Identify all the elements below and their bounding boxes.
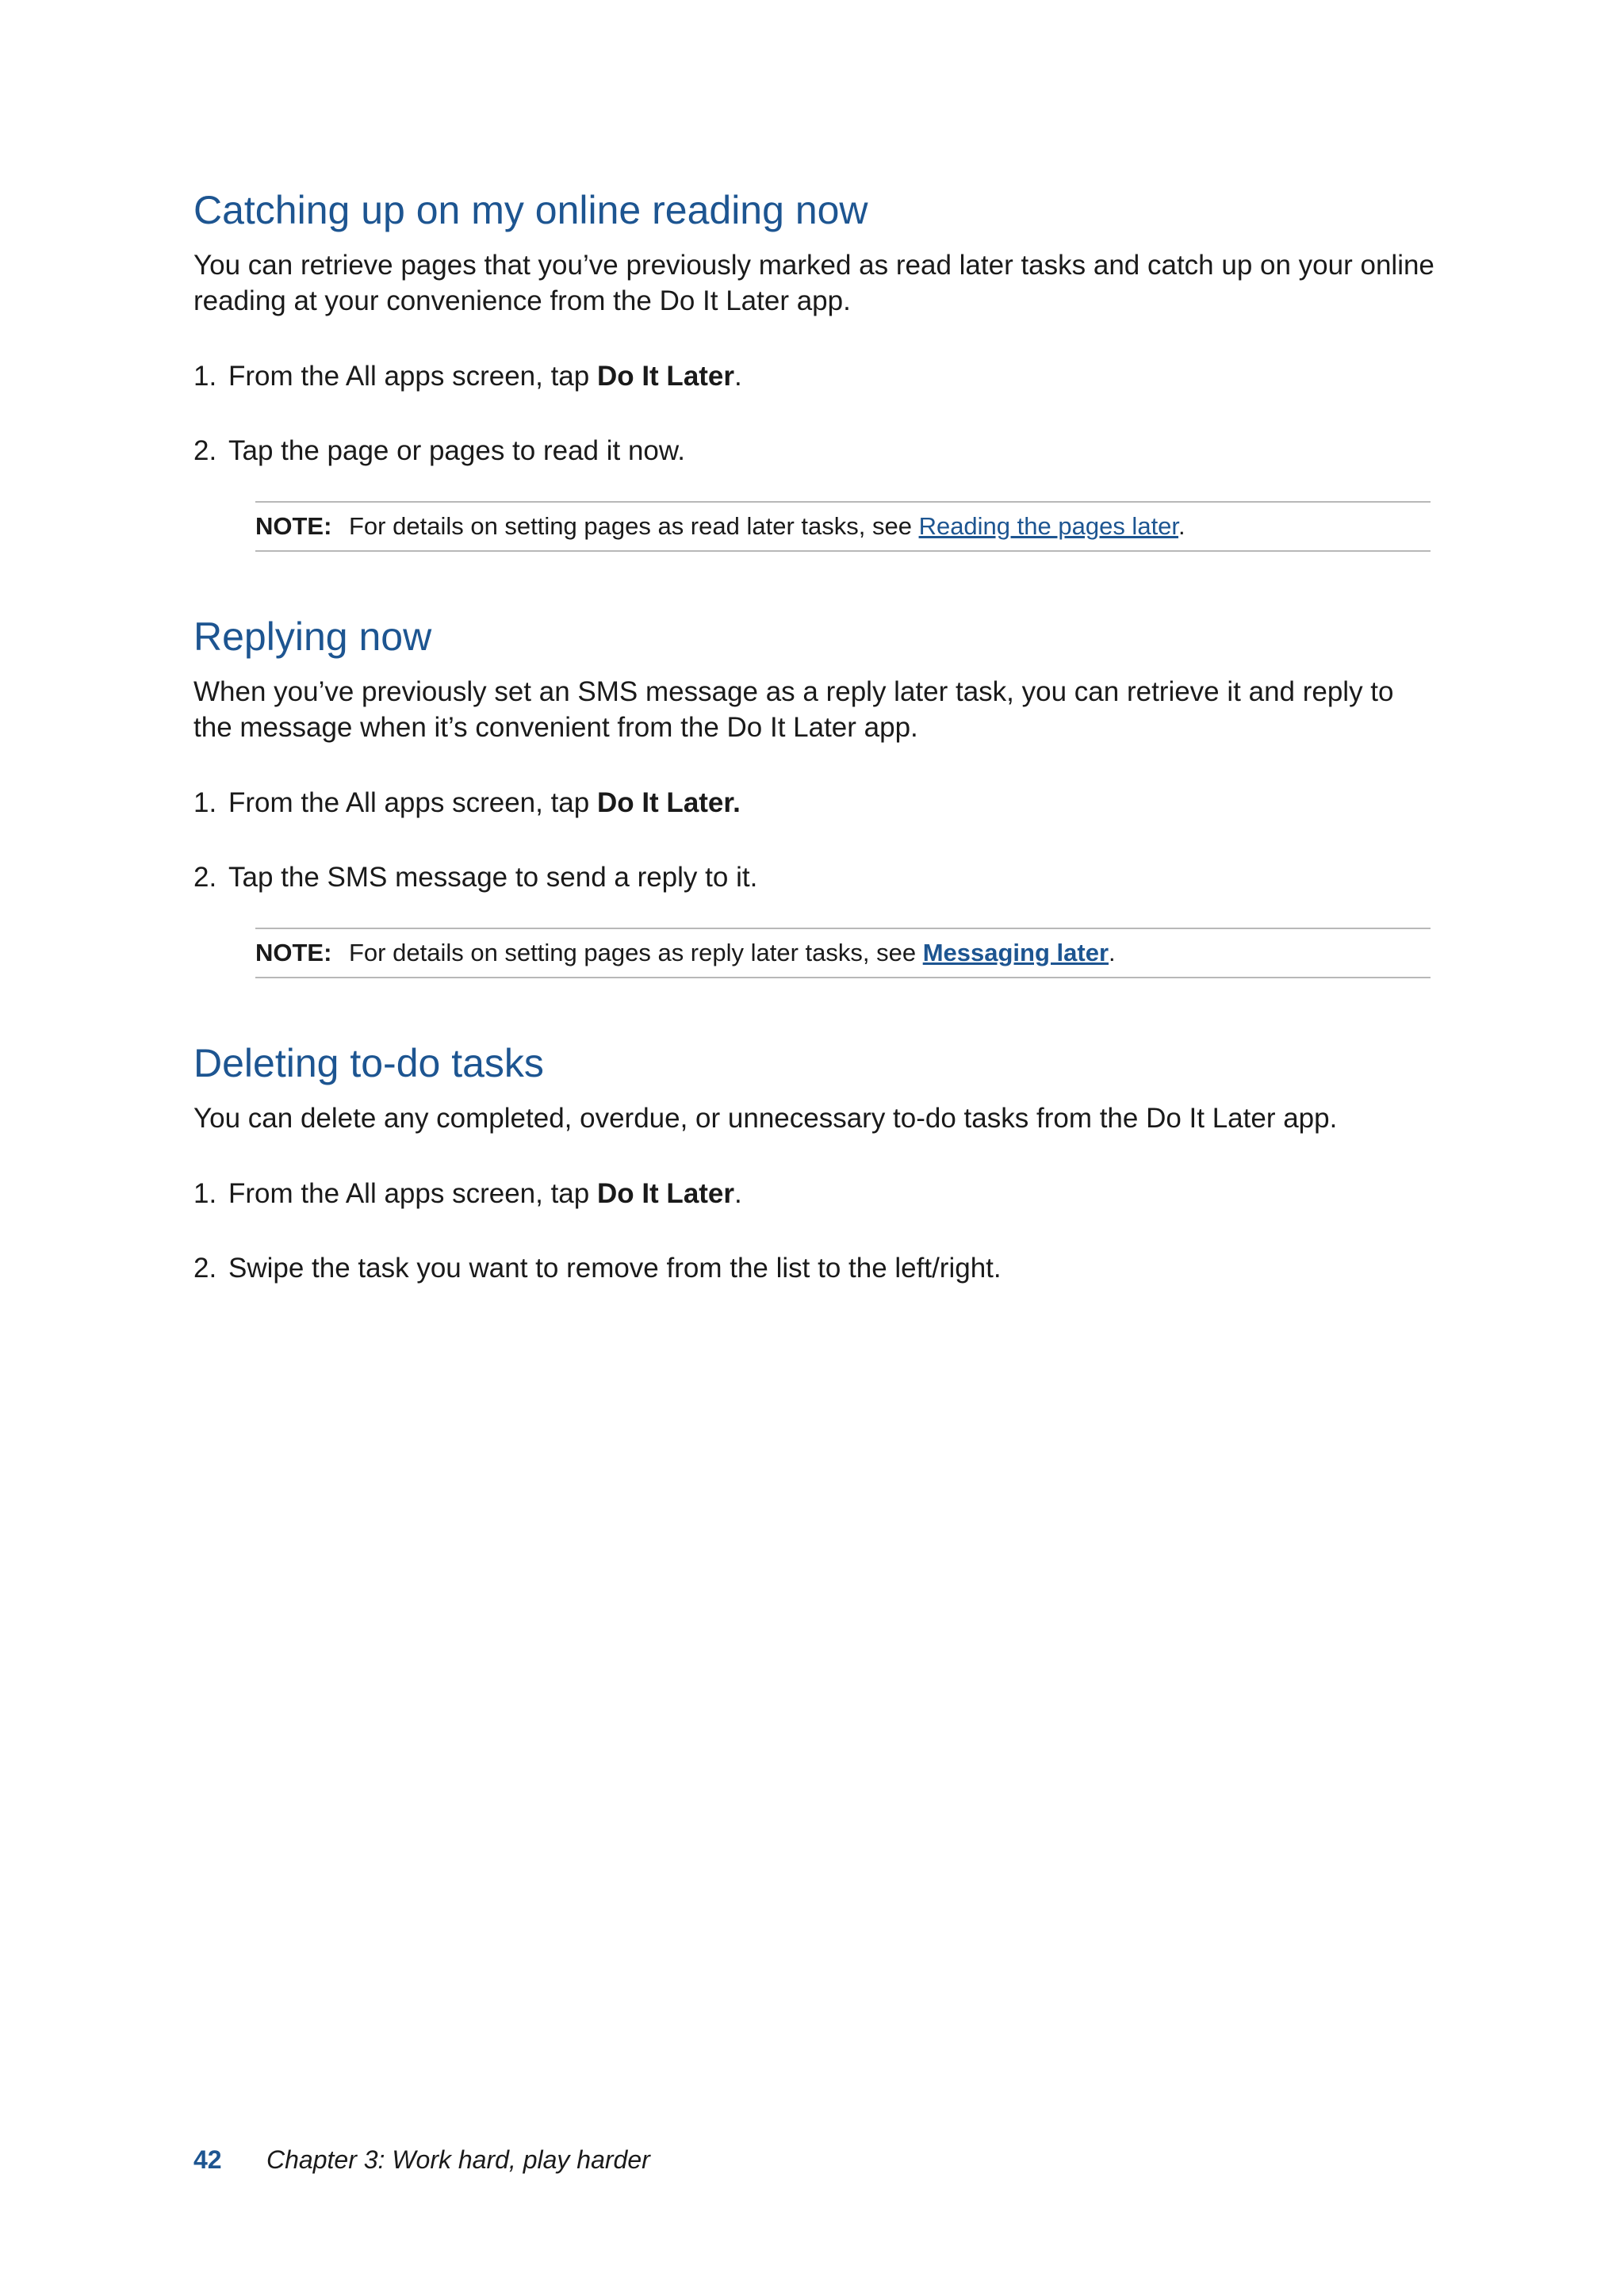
step-bold-text: Do It Later bbox=[596, 361, 735, 392]
step-text: Swipe the task you want to remove from the list to the left/right. bbox=[228, 1253, 1002, 1284]
step-text: Tap the SMS message to send a reply to it. bbox=[228, 862, 758, 893]
step-2-replying-now bbox=[193, 859, 757, 895]
step-number: 1. bbox=[193, 361, 217, 392]
note-label: NOTE: bbox=[255, 939, 332, 966]
step-text: From the All apps screen, tap bbox=[228, 787, 597, 818]
step-2-deleting-tasks bbox=[193, 1250, 1002, 1286]
reading-pages-later-link[interactable]: Reading the pages later bbox=[918, 512, 1179, 540]
step-bold-text: Do It Later bbox=[596, 1178, 735, 1209]
section-intro-replying-now: When you’ve previously set an SMS message as a reply later task, you can retrieve it and reply to the message when it’s convenient from the Do It Later app. bbox=[193, 676, 1394, 743]
step-number: 1. bbox=[193, 1178, 217, 1209]
step-1-deleting-tasks bbox=[193, 1176, 742, 1211]
note-box-catching-up bbox=[255, 501, 1431, 552]
section-title-replying-now: Replying now bbox=[193, 614, 432, 659]
page-footer bbox=[193, 2144, 650, 2175]
section-intro-deleting-tasks: You can delete any completed, overdue, or unnecessary to-do tasks from the Do It Later app. bbox=[193, 1103, 1338, 1134]
note-text: For details on setting pages as reply later tasks, see bbox=[349, 939, 923, 966]
step-text-after: . bbox=[734, 361, 742, 392]
step-2-catching-up bbox=[193, 433, 685, 469]
step-number: 2. bbox=[193, 1253, 217, 1284]
section-title-deleting-tasks: Deleting to-do tasks bbox=[193, 1041, 544, 1085]
step-text: From the All apps screen, tap bbox=[228, 1178, 597, 1209]
step-number: 2. bbox=[193, 862, 217, 893]
note-box-replying-now bbox=[255, 928, 1431, 978]
step-number: 2. bbox=[193, 435, 217, 466]
page-number: 42 bbox=[193, 2145, 222, 2174]
step-bold-text: Do It Later. bbox=[596, 787, 741, 818]
step-1-catching-up bbox=[193, 358, 742, 394]
step-number: 1. bbox=[193, 787, 217, 818]
section-intro-catching-up: You can retrieve pages that you’ve previously marked as read later tasks and catch up on your online reading at your convenience from the Do It Later app. bbox=[193, 250, 1434, 316]
section-title-catching-up: Catching up on my online reading now bbox=[193, 188, 868, 232]
step-1-replying-now bbox=[193, 785, 741, 821]
note-text: For details on setting pages as read later tasks, see bbox=[349, 512, 919, 540]
step-text: From the All apps screen, tap bbox=[228, 361, 597, 392]
chapter-title: Chapter 3: Work hard, play harder bbox=[266, 2145, 650, 2174]
note-text-after: . bbox=[1178, 512, 1185, 540]
messaging-later-link[interactable]: Messaging later bbox=[922, 939, 1109, 966]
note-label: NOTE: bbox=[255, 512, 332, 540]
step-text: Tap the page or pages to read it now. bbox=[228, 435, 685, 466]
step-text-after: . bbox=[734, 1178, 742, 1209]
note-text-after: . bbox=[1109, 939, 1116, 966]
